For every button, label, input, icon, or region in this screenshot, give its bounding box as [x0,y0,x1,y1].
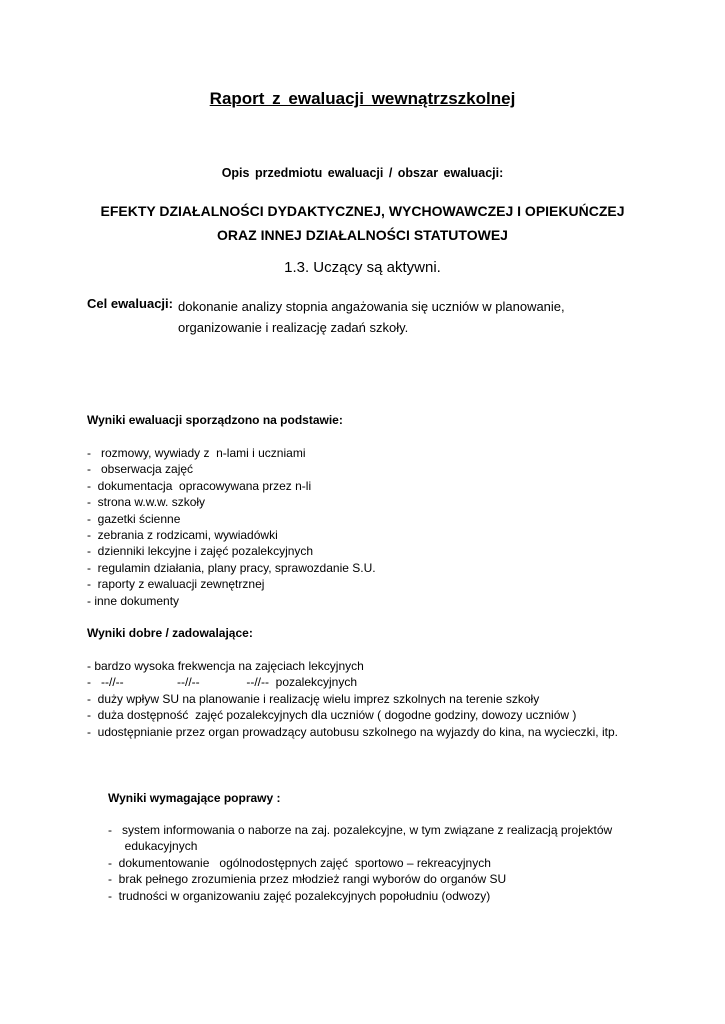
list-item: - udostępnianie przez organ prowadzący autobusu szkolnego na wyjazdy do kina, na wycieczki, itp. [87,724,618,739]
list-item: - brak pełnego zrozumienia przez młodzież rangi wyborów do organów SU [108,872,507,887]
standard-subtitle: 1.3. Uczący są aktywni. [284,259,441,276]
list-item: - obserwacja zajęć [87,462,194,477]
list-item: edukacyjnych [108,839,198,854]
good-results-list [87,658,618,740]
heading-line-2: ORAZ INNEJ DZIAŁALNOŚCI STATUTOWEJ [217,227,508,243]
list-item: - rozmowy, wywiady z n-lami i uczniami [87,446,306,460]
good-results-heading: Wyniki dobre / zadowalające: [87,626,253,640]
evaluation-area-heading [0,199,725,247]
goal-text [178,296,565,338]
report-title: Raport z ewaluacji wewnątrzszkolnej [209,89,516,108]
goal-line-1: dokonanie analizy stopnia angażowania się uczniów w planowanie, [178,299,565,314]
goal-line-2: organizowanie i realizację zadań szkoły. [178,320,409,335]
sources-list [87,445,376,609]
improve-results-heading: Wyniki wymagające poprawy : [108,791,281,805]
list-item: - dzienniki lekcyjne i zajęć pozalekcyjnych [87,544,314,559]
list-item: - dokumentacja opracowywana przez n-li [87,478,312,493]
list-item: - --//-- --//-- --//-- pozalekcyjnych [87,675,358,690]
list-item: - gazetki ścienne [87,511,181,526]
list-item: - raporty z ewaluacji zewnętrznej [87,577,265,592]
list-item: - bardzo wysoka frekwencja na zajęciach lekcyjnych [87,659,364,673]
list-item: - inne dokumenty [87,593,180,608]
list-item: - regulamin działania, plany pracy, sprawozdanie S.U. [87,560,376,575]
list-item: - dokumentowanie ogólnodostępnych zajęć sportowo – rekreacyjnych [108,855,491,870]
list-item: - strona w.w.w. szkoły [87,495,206,510]
evaluation-area-label: Opis przedmiotu ewaluacji / obszar ewaluacji: [221,166,504,180]
improve-results-list [108,822,612,904]
sources-heading: Wyniki ewaluacji sporządzono na podstawie: [87,413,343,427]
list-item: - duży wpływ SU na planowanie i realizację wielu imprez szkolnych na terenie szkoły [87,691,540,706]
goal-label: Cel ewaluacji: [87,296,173,311]
list-item: - system informowania o naborze na zaj. pozalekcyjne, w tym związane z realizacją projektów [108,823,613,837]
list-item: - zebrania z rodzicami, wywiadówki [87,528,278,543]
heading-line-1: EFEKTY DZIAŁALNOŚCI DYDAKTYCZNEJ, WYCHOWAWCZEJ I OPIEKUŃCZEJ [100,203,625,219]
list-item: - trudności w organizowaniu zajęć pozalekcyjnych popołudniu (odwozy) [108,888,491,903]
list-item: - duża dostępność zajęć pozalekcyjnych dla uczniów ( dogodne godziny, dowozy uczniów ) [87,708,577,723]
